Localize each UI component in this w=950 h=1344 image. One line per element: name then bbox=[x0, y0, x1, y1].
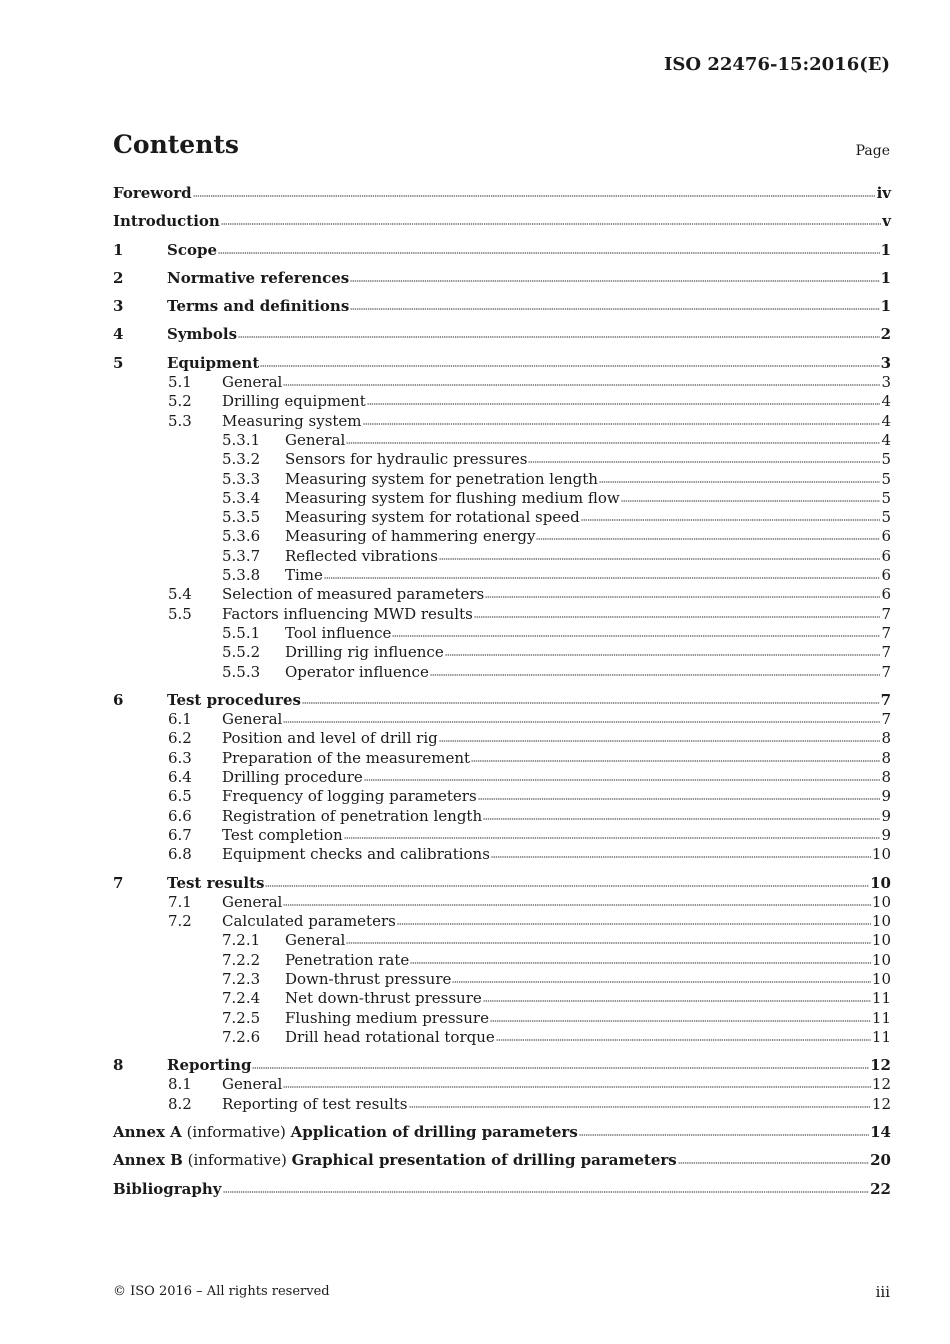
toc-entry[interactable] bbox=[113, 1123, 891, 1142]
toc-entry-title-text: Down-thrust pressure bbox=[285, 969, 452, 988]
toc-entry-title bbox=[167, 874, 264, 893]
toc-entry-number: 3 bbox=[113, 297, 124, 316]
toc-entry-title bbox=[222, 412, 362, 431]
toc-entry[interactable] bbox=[113, 269, 891, 288]
toc-entry-page: 8 bbox=[881, 768, 891, 787]
toc-entry-page: 12 bbox=[870, 1056, 891, 1075]
dot-leader bbox=[221, 223, 881, 225]
toc-entry-title-text: Annex B bbox=[113, 1151, 183, 1170]
toc-entry-title bbox=[285, 970, 451, 989]
toc-entry-title-text: General bbox=[285, 430, 346, 449]
toc-entry-annex-type: (informative) bbox=[181, 1123, 291, 1142]
toc-entry-page: 1 bbox=[880, 268, 891, 287]
toc-entry[interactable] bbox=[113, 1056, 891, 1075]
toc-entry-title-text: Tool influence bbox=[285, 623, 392, 642]
dot-leader bbox=[346, 942, 871, 944]
toc-entry-page: 3 bbox=[881, 373, 891, 392]
toc-entry-title-text: Test completion bbox=[222, 825, 343, 844]
toc-entry-title bbox=[222, 392, 366, 411]
toc-entry[interactable] bbox=[113, 184, 891, 203]
dot-leader bbox=[439, 558, 881, 560]
dot-leader bbox=[324, 577, 881, 579]
toc-entry-title-text: Introduction bbox=[113, 212, 220, 231]
toc-entry-page: 6 bbox=[881, 527, 891, 546]
toc-entry-title-text: Preparation of the measurement bbox=[222, 748, 471, 767]
toc-entry-title-text: Operator influence bbox=[285, 662, 429, 681]
toc-entry-title bbox=[285, 547, 438, 566]
toc-entry-title bbox=[285, 1009, 489, 1028]
toc-entry-number: 1 bbox=[113, 240, 124, 259]
toc-entry[interactable] bbox=[113, 768, 891, 787]
dot-leader bbox=[283, 384, 880, 386]
toc-entry-number: 7.2.6 bbox=[222, 1027, 261, 1046]
dot-leader bbox=[410, 962, 871, 964]
toc-entry-title-text: Position and level of drill rig bbox=[222, 729, 438, 748]
table-of-contents bbox=[113, 184, 891, 1199]
dot-leader bbox=[364, 779, 881, 781]
toc-entry-number: 5.3.3 bbox=[222, 469, 261, 488]
dot-leader bbox=[536, 538, 880, 540]
toc-entry-title-text: General bbox=[222, 710, 283, 729]
toc-entry-page: 8 bbox=[881, 729, 891, 748]
dot-leader bbox=[581, 519, 881, 521]
toc-entry[interactable] bbox=[113, 912, 891, 931]
toc-entry-number: 7.1 bbox=[168, 892, 192, 911]
toc-entry-title bbox=[285, 951, 409, 970]
toc-entry[interactable] bbox=[113, 874, 891, 893]
toc-entry[interactable] bbox=[113, 508, 891, 527]
toc-entry-page: 7 bbox=[881, 662, 891, 681]
toc-entry-title bbox=[222, 710, 282, 729]
toc-entry[interactable] bbox=[113, 212, 891, 231]
toc-entry-title bbox=[167, 691, 301, 710]
dot-leader bbox=[430, 674, 881, 676]
toc-entry-number: 5.5.2 bbox=[222, 643, 261, 662]
toc-entry[interactable] bbox=[113, 354, 891, 373]
toc-entry-page: 8 bbox=[881, 748, 891, 767]
toc-entry-page: 5 bbox=[881, 488, 891, 507]
toc-entry-page: 5 bbox=[881, 469, 891, 488]
toc-entry[interactable] bbox=[113, 893, 891, 912]
toc-entry-title bbox=[285, 450, 527, 469]
toc-entry-page: 14 bbox=[870, 1123, 891, 1142]
toc-entry-page: 9 bbox=[881, 825, 891, 844]
toc-entry-title-text: Measuring system for flushing medium flow bbox=[285, 488, 620, 507]
toc-entry-page: 12 bbox=[871, 1094, 891, 1113]
toc-entry-number: 7.2 bbox=[168, 912, 192, 931]
toc-entry-page: 2 bbox=[880, 325, 891, 344]
toc-entry-title bbox=[167, 325, 237, 344]
dot-leader bbox=[350, 308, 879, 310]
toc-entry-title-text: Reporting of test results bbox=[222, 1094, 408, 1113]
dot-leader bbox=[621, 500, 881, 502]
toc-entry-title bbox=[167, 1056, 251, 1075]
toc-entry-title-text: Sensors for hydraulic pressures bbox=[285, 450, 528, 469]
toc-entry-number: 4 bbox=[113, 325, 124, 344]
toc-entry-title-text: Registration of penetration length bbox=[222, 806, 483, 825]
toc-entry-page: 7 bbox=[880, 690, 891, 709]
page-number: iii bbox=[875, 1283, 890, 1301]
toc-entry[interactable] bbox=[113, 1180, 891, 1199]
dot-leader bbox=[218, 252, 880, 254]
toc-entry-title bbox=[167, 354, 259, 373]
toc-entry-title-text: General bbox=[222, 1075, 283, 1094]
toc-entry-page: 4 bbox=[881, 430, 891, 449]
toc-entry-page: 7 bbox=[881, 623, 891, 642]
copyright-notice: © ISO 2016 – All rights reserved bbox=[113, 1284, 330, 1299]
dot-leader bbox=[283, 1086, 871, 1088]
contents-title: Contents bbox=[113, 130, 240, 159]
toc-entry-title bbox=[285, 663, 429, 682]
toc-entry-page: 10 bbox=[871, 845, 891, 864]
toc-entry[interactable] bbox=[113, 547, 891, 566]
toc-entry-title bbox=[167, 297, 349, 316]
dot-leader bbox=[496, 1039, 871, 1041]
toc-entry-number: 5.5.1 bbox=[222, 623, 261, 642]
toc-entry-title bbox=[222, 729, 438, 748]
toc-entry-page: 20 bbox=[870, 1151, 891, 1170]
toc-entry-page: 6 bbox=[881, 546, 891, 565]
toc-entry-number: 5.4 bbox=[168, 585, 192, 604]
toc-entry-title bbox=[285, 431, 345, 450]
toc-entry[interactable] bbox=[113, 845, 891, 864]
toc-entry-title-text: Penetration rate bbox=[285, 950, 410, 969]
toc-entry-title-text: Equipment bbox=[167, 353, 260, 372]
toc-entry-number: 5.2 bbox=[168, 392, 192, 411]
toc-entry-number: 6.1 bbox=[168, 710, 192, 729]
toc-entry[interactable] bbox=[113, 970, 891, 989]
dot-leader bbox=[252, 1067, 869, 1069]
dot-leader bbox=[471, 760, 880, 762]
toc-entry-title-text: Foreword bbox=[113, 184, 192, 202]
toc-entry-title-text: Annex A bbox=[113, 1123, 182, 1142]
toc-entry-title-text: Measuring system for penetration length bbox=[285, 469, 598, 488]
toc-entry-page: 22 bbox=[870, 1179, 891, 1198]
dot-leader bbox=[483, 1000, 871, 1002]
toc-entry-title bbox=[285, 989, 482, 1008]
toc-entry-number: 8.2 bbox=[168, 1094, 192, 1113]
toc-entry-annex-title: Application of drilling parameters bbox=[290, 1123, 578, 1142]
toc-entry-title-text: Flushing medium pressure bbox=[285, 1008, 489, 1027]
toc-entry-number: 6 bbox=[113, 690, 124, 709]
toc-entry[interactable] bbox=[113, 297, 891, 316]
toc-entry-number: 6.6 bbox=[168, 806, 192, 825]
dot-leader bbox=[193, 195, 876, 197]
toc-entry-number: 7 bbox=[113, 873, 124, 892]
toc-entry-title bbox=[222, 1095, 408, 1114]
toc-entry[interactable] bbox=[113, 241, 891, 260]
toc-entry-title-text: Drilling rig influence bbox=[285, 643, 444, 662]
toc-entry[interactable] bbox=[113, 412, 891, 431]
dot-leader bbox=[599, 481, 881, 483]
toc-entry-page: iv bbox=[876, 184, 891, 202]
toc-entry[interactable] bbox=[113, 807, 891, 826]
toc-entry-title bbox=[113, 212, 220, 231]
toc-entry[interactable] bbox=[113, 826, 891, 845]
toc-entry-number: 5.3.2 bbox=[222, 450, 261, 469]
toc-entry-title bbox=[222, 605, 473, 624]
toc-entry-title bbox=[222, 768, 363, 787]
toc-entry-title bbox=[285, 508, 580, 527]
toc-entry-title-text: Reporting bbox=[167, 1056, 252, 1075]
toc-entry[interactable] bbox=[113, 1151, 891, 1170]
toc-entry-title-text: Drill head rotational torque bbox=[285, 1027, 495, 1046]
dot-leader bbox=[485, 596, 880, 598]
dot-leader bbox=[397, 923, 871, 925]
toc-entry-title bbox=[222, 787, 477, 806]
toc-entry-title-text: Bibliography bbox=[113, 1179, 222, 1198]
dot-leader bbox=[491, 856, 871, 858]
toc-entry-number: 6.8 bbox=[168, 845, 192, 864]
toc-entry-title bbox=[222, 912, 396, 931]
toc-entry-title bbox=[113, 1151, 677, 1170]
toc-entry-page: 4 bbox=[881, 392, 891, 411]
toc-entry[interactable] bbox=[113, 663, 891, 682]
toc-entry-page: 1 bbox=[880, 297, 891, 316]
dot-leader bbox=[528, 461, 880, 463]
toc-entry[interactable] bbox=[113, 605, 891, 624]
toc-entry-title bbox=[113, 1123, 578, 1142]
toc-entry-number: 5.3.5 bbox=[222, 508, 261, 527]
toc-entry-title bbox=[222, 585, 484, 604]
dot-leader bbox=[678, 1162, 869, 1164]
toc-entry[interactable] bbox=[113, 431, 891, 450]
toc-entry-title-text: Measuring system bbox=[222, 411, 362, 430]
toc-entry-title bbox=[285, 1028, 495, 1047]
dot-leader bbox=[265, 885, 869, 887]
toc-entry[interactable] bbox=[113, 566, 891, 585]
toc-entry-number: 5.3.7 bbox=[222, 546, 261, 565]
toc-entry-number: 5.3.4 bbox=[222, 488, 261, 507]
toc-entry-title-text: Test procedures bbox=[167, 690, 301, 709]
toc-entry-page: 5 bbox=[881, 450, 891, 469]
toc-entry-title bbox=[222, 807, 482, 826]
dot-leader bbox=[483, 818, 880, 820]
dot-leader bbox=[223, 1191, 870, 1193]
dot-leader bbox=[490, 1020, 871, 1022]
page-column-label: Page bbox=[855, 143, 890, 159]
toc-entry[interactable] bbox=[113, 931, 891, 950]
toc-entry-title-text: Reflected vibrations bbox=[285, 546, 438, 565]
toc-entry[interactable] bbox=[113, 729, 891, 748]
toc-entry-number: 7.2.4 bbox=[222, 989, 261, 1008]
toc-entry-title-text: General bbox=[285, 931, 346, 950]
toc-entry-page: 10 bbox=[871, 931, 891, 950]
toc-entry[interactable] bbox=[113, 373, 891, 392]
dot-leader bbox=[302, 702, 880, 704]
toc-entry-page: 10 bbox=[871, 892, 891, 911]
toc-entry-title bbox=[222, 1075, 282, 1094]
toc-entry-title bbox=[222, 826, 343, 845]
toc-entry[interactable] bbox=[113, 624, 891, 643]
toc-entry-title bbox=[113, 1180, 222, 1199]
toc-entry-title-text: Normative references bbox=[167, 268, 350, 287]
toc-entry-number: 5.3 bbox=[168, 411, 192, 430]
toc-entry-title bbox=[222, 893, 282, 912]
toc-entry-title bbox=[285, 643, 444, 662]
toc-entry-title-text: Time bbox=[285, 566, 323, 585]
toc-entry-title bbox=[167, 241, 217, 260]
toc-entry[interactable] bbox=[113, 325, 891, 344]
toc-entry-number: 5 bbox=[113, 353, 124, 372]
toc-entry[interactable] bbox=[113, 1009, 891, 1028]
toc-entry[interactable] bbox=[113, 951, 891, 970]
toc-entry-number: 7.2.3 bbox=[222, 969, 261, 988]
toc-entry-title bbox=[285, 527, 535, 546]
toc-entry-page: 4 bbox=[881, 411, 891, 430]
toc-entry-title-text: Measuring system for rotational speed bbox=[285, 508, 580, 527]
toc-entry[interactable] bbox=[113, 643, 891, 662]
toc-entry-page: 10 bbox=[870, 873, 891, 892]
toc-entry[interactable] bbox=[113, 450, 891, 469]
toc-entry-page: 6 bbox=[881, 566, 891, 585]
toc-entry-title-text: Scope bbox=[167, 240, 218, 259]
toc-entry-number: 5.5 bbox=[168, 604, 192, 623]
toc-entry-title-text: General bbox=[222, 373, 283, 392]
toc-entry[interactable] bbox=[113, 710, 891, 729]
toc-entry-number: 7.2.2 bbox=[222, 950, 261, 969]
document-id: ISO 22476-15:2016(E) bbox=[663, 54, 890, 75]
toc-entry-title-text: Frequency of logging parameters bbox=[222, 787, 477, 806]
dot-leader bbox=[409, 1106, 871, 1108]
toc-entry-title-text: Drilling procedure bbox=[222, 768, 363, 787]
toc-entry[interactable] bbox=[113, 1075, 891, 1094]
toc-entry-page: 5 bbox=[881, 508, 891, 527]
toc-entry-title bbox=[285, 489, 620, 508]
toc-entry-title-text: Test results bbox=[167, 873, 265, 892]
toc-entry[interactable] bbox=[113, 527, 891, 546]
toc-entry-title-text: Measuring of hammering energy bbox=[285, 527, 536, 546]
toc-entry-number: 5.3.8 bbox=[222, 566, 261, 585]
toc-entry-title bbox=[167, 269, 349, 288]
toc-entry-number: 8.1 bbox=[168, 1075, 192, 1094]
toc-entry-title bbox=[222, 373, 282, 392]
dot-leader bbox=[260, 365, 879, 367]
dot-leader bbox=[367, 403, 881, 405]
toc-entry-page: 10 bbox=[871, 969, 891, 988]
dot-leader bbox=[579, 1134, 869, 1136]
toc-entry-number: 2 bbox=[113, 268, 124, 287]
toc-entry-page: 11 bbox=[871, 1027, 891, 1046]
dot-leader bbox=[350, 280, 879, 282]
toc-entry-number: 6.4 bbox=[168, 768, 192, 787]
toc-entry-page: v bbox=[882, 212, 891, 231]
toc-entry-page: 11 bbox=[871, 1008, 891, 1027]
toc-entry[interactable] bbox=[113, 392, 891, 411]
toc-entry-page: 9 bbox=[881, 806, 891, 825]
dot-leader bbox=[363, 423, 881, 425]
toc-entry-annex-title: Graphical presentation of drilling parameters bbox=[291, 1151, 677, 1170]
toc-entry-title-text: Selection of measured parameters bbox=[222, 585, 485, 604]
dot-leader bbox=[344, 837, 881, 839]
toc-entry-number: 6.3 bbox=[168, 748, 192, 767]
toc-entry-title bbox=[285, 566, 323, 585]
dot-leader bbox=[283, 904, 871, 906]
toc-entry-page: 12 bbox=[871, 1075, 891, 1094]
toc-entry[interactable] bbox=[113, 749, 891, 768]
toc-entry-page: 10 bbox=[871, 912, 891, 931]
toc-entry-title-text: Factors influencing MWD results bbox=[222, 604, 473, 623]
toc-entry-page: 3 bbox=[880, 353, 891, 372]
toc-entry-number: 6.7 bbox=[168, 825, 192, 844]
toc-entry-page: 9 bbox=[881, 787, 891, 806]
toc-entry-title-text: Symbols bbox=[167, 325, 238, 344]
toc-entry-title bbox=[285, 624, 391, 643]
toc-entry-number: 6.2 bbox=[168, 729, 192, 748]
toc-entry-title bbox=[285, 470, 598, 489]
toc-entry-number: 5.3.1 bbox=[222, 430, 261, 449]
toc-entry[interactable] bbox=[113, 691, 891, 710]
toc-entry-title-text: Drilling equipment bbox=[222, 392, 366, 411]
toc-entry-number: 6.5 bbox=[168, 787, 192, 806]
toc-entry[interactable] bbox=[113, 585, 891, 604]
toc-entry-page: 7 bbox=[881, 710, 891, 729]
dot-leader bbox=[346, 442, 880, 444]
toc-entry-title bbox=[222, 749, 470, 768]
toc-entry-title bbox=[285, 931, 345, 950]
toc-entry[interactable] bbox=[113, 989, 891, 1008]
toc-entry[interactable] bbox=[113, 787, 891, 806]
toc-entry-page: 10 bbox=[871, 950, 891, 969]
dot-leader bbox=[283, 721, 880, 723]
dot-leader bbox=[445, 654, 881, 656]
toc-entry-page: 7 bbox=[881, 604, 891, 623]
toc-entry-number: 7.2.5 bbox=[222, 1008, 261, 1027]
dot-leader bbox=[478, 798, 881, 800]
dot-leader bbox=[439, 740, 881, 742]
toc-entry-number: 5.3.6 bbox=[222, 527, 261, 546]
toc-entry-title-text: Net down-thrust pressure bbox=[285, 989, 482, 1008]
toc-entry-page: 1 bbox=[880, 240, 891, 259]
toc-entry-number: 7.2.1 bbox=[222, 931, 261, 950]
toc-entry-title-text: General bbox=[222, 892, 283, 911]
dot-leader bbox=[474, 616, 881, 618]
toc-entry-title bbox=[113, 184, 192, 203]
toc-entry-annex-type: (informative) bbox=[182, 1151, 292, 1170]
toc-entry-number: 5.1 bbox=[168, 373, 192, 392]
toc-entry-page: 6 bbox=[881, 585, 891, 604]
dot-leader bbox=[238, 336, 880, 338]
toc-entry-title bbox=[222, 845, 490, 864]
toc-entry[interactable] bbox=[113, 1095, 891, 1114]
toc-entry-number: 8 bbox=[113, 1056, 124, 1075]
toc-entry-page: 7 bbox=[881, 643, 891, 662]
toc-entry-title-text: Calculated parameters bbox=[222, 912, 396, 931]
dot-leader bbox=[392, 635, 880, 637]
toc-entry-number: 5.5.3 bbox=[222, 662, 261, 681]
toc-entry-title-text: Equipment checks and calibrations bbox=[222, 845, 490, 864]
toc-entry[interactable] bbox=[113, 470, 891, 489]
toc-entry-page: 11 bbox=[871, 989, 891, 1008]
dot-leader bbox=[452, 981, 871, 983]
toc-entry[interactable] bbox=[113, 489, 891, 508]
toc-entry-title-text: Terms and definitions bbox=[167, 297, 350, 316]
toc-entry[interactable] bbox=[113, 1028, 891, 1047]
